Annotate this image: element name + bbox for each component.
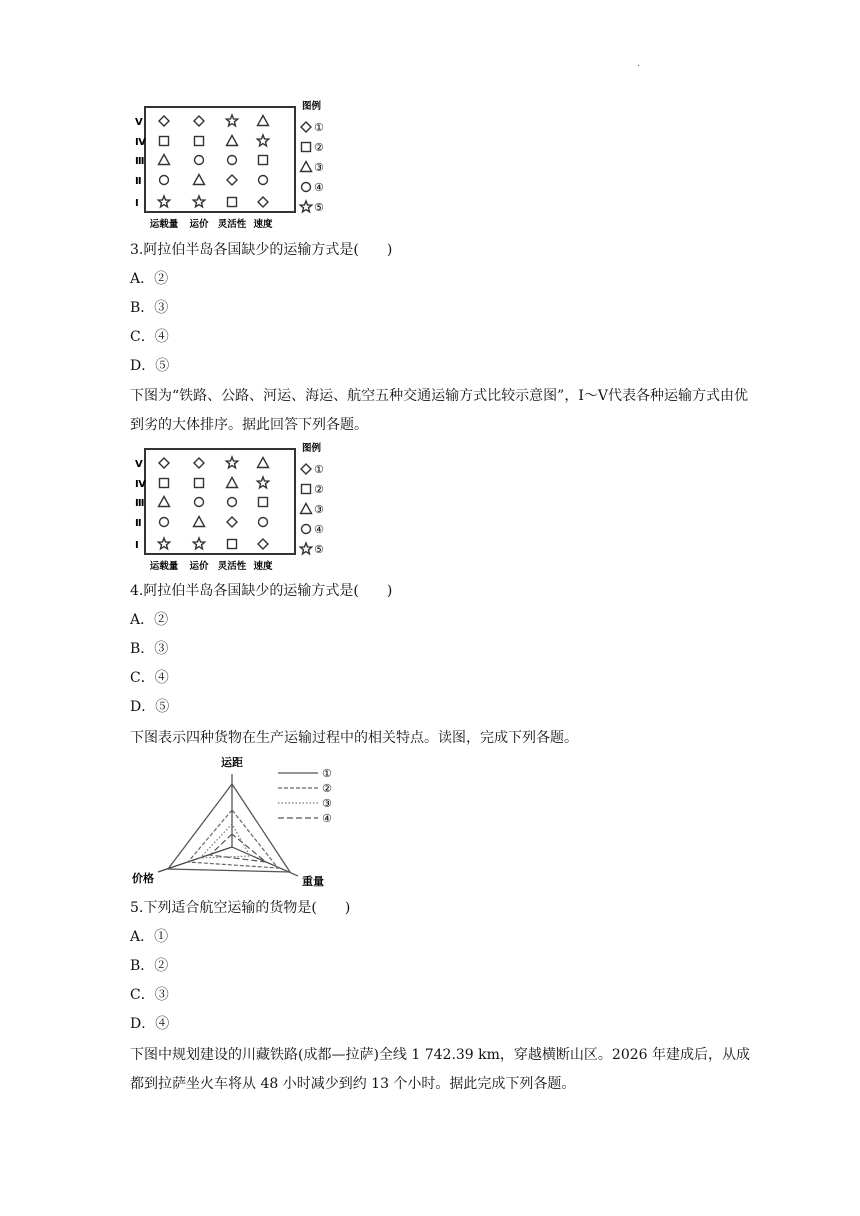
diamond-icon [227,175,237,185]
star-icon [158,196,169,207]
star-icon [193,538,204,549]
square-icon [195,479,204,488]
triangle-icon [159,155,170,165]
legend-label: ① [314,121,324,134]
triangle-icon [258,458,269,468]
triangle-icon [301,162,312,172]
row-label: Ⅲ [135,156,145,167]
column-label: 运载量 [149,219,179,230]
intro-paragraph-2: 下图为“铁路、公路、河运、海运、航空五种交通运输方式比较示意图”，Ⅰ～Ⅴ代表各种运输方式由优到劣的大体排序。据此回答下列各题。 [130,388,748,433]
star-icon [226,115,237,126]
row-label: Ⅱ [135,176,142,187]
star-icon [257,135,268,146]
question-3-option-b[interactable]: B．③ [130,300,169,316]
diamond-icon [159,116,169,126]
legend-label: ⑤ [314,543,324,556]
diamond-icon [301,122,311,132]
legend-label: ④ [314,181,324,194]
question-4-option-d[interactable]: D．⑤ [130,699,170,715]
cargo-radar-figure [130,752,350,892]
star-icon [300,201,311,212]
legend-title: 图例 [302,443,322,454]
square-icon [160,479,169,488]
intro-paragraph-3: 下图表示四种货物在生产运输过程中的相关特点。读图，完成下列各题。 [130,730,578,746]
triangle-icon [194,517,205,527]
legend-label: ① [314,463,324,476]
square-icon [195,137,204,146]
square-icon [228,540,237,549]
star-icon [226,457,237,468]
legend-label: ④ [314,523,324,536]
square-icon [259,156,268,165]
square-icon [259,498,268,507]
column-label: 速度 [253,219,273,230]
star-icon [300,543,311,554]
square-icon [160,137,169,146]
column-label: 运载量 [149,561,179,572]
question-4-option-b[interactable]: B．③ [130,641,169,657]
question-5-stem: 5.下列适合航空运输的货物是( ) [130,900,351,916]
question-4-option-a[interactable]: A．② [130,612,169,628]
row-label: Ⅲ [135,498,145,509]
transport-comparison-figure [132,98,342,233]
column-label: 运价 [189,561,209,572]
question-3-stem: 3.阿拉伯半岛各国缺少的运输方式是( ) [130,242,393,258]
circle-icon [228,498,237,507]
triangle-icon [159,497,170,507]
circle-icon [160,176,169,185]
diamond-icon [258,197,268,207]
legend-label: ⑤ [314,201,324,214]
circle-icon [195,156,204,165]
radar-axis-distance: 运距 [221,756,243,769]
question-3-option-a[interactable]: A．② [130,271,169,287]
square-icon [302,143,311,152]
question-3-option-c[interactable]: C．④ [130,329,169,345]
circle-icon [302,183,311,192]
star-icon [158,538,169,549]
star-icon [193,196,204,207]
column-label: 运价 [189,219,209,230]
triangle-icon [301,504,312,514]
header-mark: . [637,58,641,69]
triangle-icon [227,136,238,146]
question-5-option-a[interactable]: A．① [130,929,169,945]
question-3-option-d[interactable]: D．⑤ [130,358,170,374]
circle-icon [160,518,169,527]
circle-icon [259,176,268,185]
radar-legend-3: ③ [322,797,332,810]
diamond-icon [159,458,169,468]
question-4-option-c[interactable]: C．④ [130,670,169,686]
row-label: Ⅴ [135,459,143,470]
column-label: 灵活性 [217,219,247,230]
circle-icon [302,525,311,534]
square-icon [302,485,311,494]
circle-icon [195,498,204,507]
legend-label: ③ [314,161,324,174]
intro-paragraph-4: 下图中规划建设的川藏铁路(成都—拉萨)全线 1 742.39 km，穿越横断山区。2026 年建成后，从成都到拉萨坐火车将从 48 小时减少到约 13 个小时。据此完成下列各题。 [130,1047,751,1092]
radar-legend-4: ④ [322,812,332,825]
radar-legend-1: ① [322,767,332,780]
triangle-icon [227,478,238,488]
radar-axis-weight: 重量 [302,875,324,888]
row-label: Ⅱ [135,518,142,529]
column-label: 速度 [253,561,273,572]
question-4-stem: 4.阿拉伯半岛各国缺少的运输方式是( ) [130,583,393,599]
legend-label: ③ [314,503,324,516]
legend-label: ② [314,141,324,154]
radar-legend [278,767,332,825]
diamond-icon [227,517,237,527]
radar-legend-2: ② [322,782,332,795]
question-5-option-c[interactable]: C．③ [130,987,169,1003]
row-label: Ⅳ [135,479,146,490]
diamond-icon [194,458,204,468]
diamond-icon [301,464,311,474]
legend-label: ② [314,483,324,496]
row-label: Ⅰ [135,198,139,209]
question-5-option-b[interactable]: B．② [130,958,169,974]
radar-series-2 [188,810,278,868]
transport-comparison-figure-2 [132,440,342,575]
column-label: 灵活性 [217,561,247,572]
row-label: Ⅰ [135,540,139,551]
square-icon [228,198,237,207]
row-label: Ⅳ [135,137,146,148]
question-5-option-d[interactable]: D．④ [130,1016,170,1032]
legend-title: 图例 [302,101,322,112]
radar-axis-price: 价格 [132,872,154,885]
star-icon [257,477,268,488]
diamond-icon [258,539,268,549]
diamond-icon [194,116,204,126]
triangle-icon [258,116,269,126]
circle-icon [228,156,237,165]
row-label: Ⅴ [135,117,143,128]
triangle-icon [194,175,205,185]
circle-icon [259,518,268,527]
